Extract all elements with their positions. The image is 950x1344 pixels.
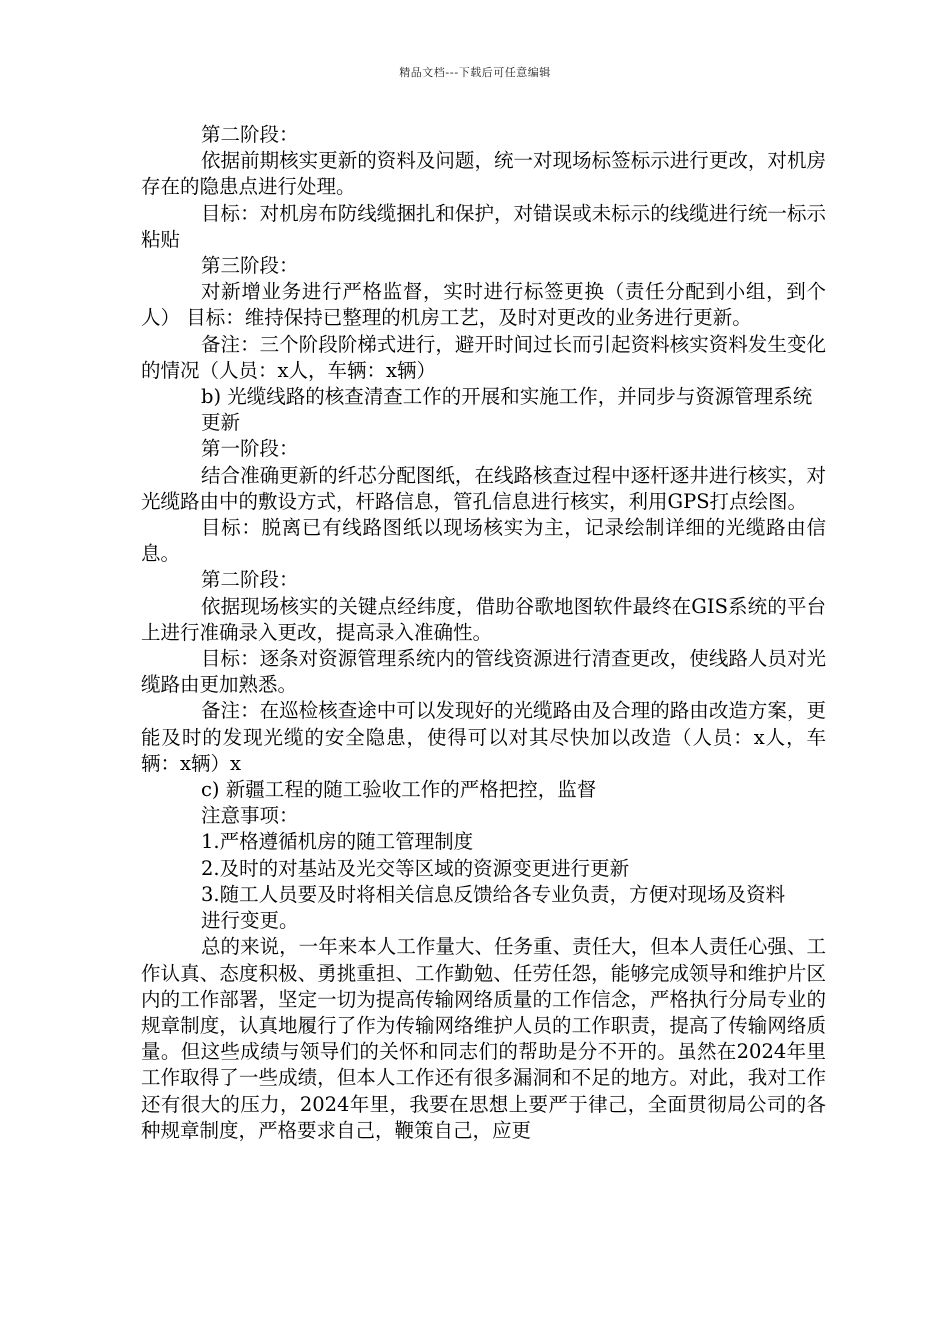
page-header: 精品文档---下载后可任意编辑 <box>399 66 551 79</box>
paragraph: 目标：对机房布防线缆捆扎和保护，对错误或未标示的线缆进行统一标示粘贴 <box>141 201 826 251</box>
paragraph: 第三阶段： <box>201 254 299 278</box>
paragraph: 依据前期核实更新的资料及问题，统一对现场标签标示进行更改，对机房存在的隐患点进行处理。 <box>141 149 826 199</box>
paragraph: 3.随工人员要及时将相关信息反馈给各专业负责，方便对现场及资料 <box>201 882 786 906</box>
paragraph: 目标：逐条对资源管理系统内的管线资源进行清查更改，使线路人员对光缆路由更加熟悉。 <box>141 647 826 697</box>
paragraph: 目标：脱离已有线路图纸以现场核实为主，记录绘制详细的光缆路由信息。 <box>141 516 826 566</box>
paragraph: b) 光缆线路的核查清查工作的开展和实施工作，并同步与资源管理系统 <box>201 385 813 409</box>
paragraph: 第一阶段： <box>201 437 299 461</box>
paragraph: 第二阶段： <box>201 123 299 146</box>
paragraph: 结合准确更新的纤芯分配图纸，在线路核查过程中逐杆逐井进行核实，对光缆路由中的敷设方式，杆路信息，管孔信息进行核实，利用GPS打点绘图。 <box>141 463 826 513</box>
paragraph: 1.严格遵循机房的随工管理制度 <box>201 830 474 854</box>
paragraph: 备注：三个阶段阶梯式进行，避开时间过长而引起资料核实资料发生变化的情况（人员：x人，车辆：x辆） <box>141 332 826 382</box>
document-body <box>141 122 826 1144</box>
paragraph: 第二阶段： <box>201 568 299 592</box>
paragraph: 更新 <box>201 411 241 435</box>
paragraph: c) 新疆工程的随工验收工作的严格把控，监督 <box>201 778 597 802</box>
paragraph: 备注：在巡检核查途中可以发现好的光缆路由及合理的路由改造方案，更能及时的发现光缆的安全隐患，使得可以对其尽快加以改造（人员：x人，车辆：x辆）x <box>141 699 826 775</box>
paragraph: 依据现场核实的关键点经纬度，借助谷歌地图软件最终在GIS系统的平台上进行准确录入更改，提高录入准确性。 <box>141 594 826 644</box>
paragraph: 进行变更。 <box>201 909 299 933</box>
paragraph: 2.及时的对基站及光交等区域的资源变更进行更新 <box>201 856 630 880</box>
paragraph: 总的来说，一年来本人工作量大、任务重、责任大，但本人责任心强、工作认真、态度积极、勇挑重担、工作勤勉、任劳任怨，能够完成领导和维护片区内的工作部署，坚定一切为提高传输网络质量的工作信念，严格执行分局专业的规章制度，认真地履行了作为传输网络维护人员的工作职责，提高了传输网络质量。但这些成绩与领导们的关怀和同志们的帮助是分不开的。虽然在2024年里工作取得了一些成绩，但本人工作还有很多漏洞和不足的地方。对此，我对工作还有很大的压力，2024年里，我要在思想上要严于律己，全面贯彻局公司的各种规章制度，严格要求自己，鞭策自己，应更 <box>141 935 826 1142</box>
paragraph: 注意事项： <box>201 804 299 828</box>
paragraph: 对新增业务进行严格监督，实时进行标签更换（责任分配到小组，到个人） 目标：维持保持已整理的机房工艺，及时对更改的业务进行更新。 <box>141 280 826 330</box>
